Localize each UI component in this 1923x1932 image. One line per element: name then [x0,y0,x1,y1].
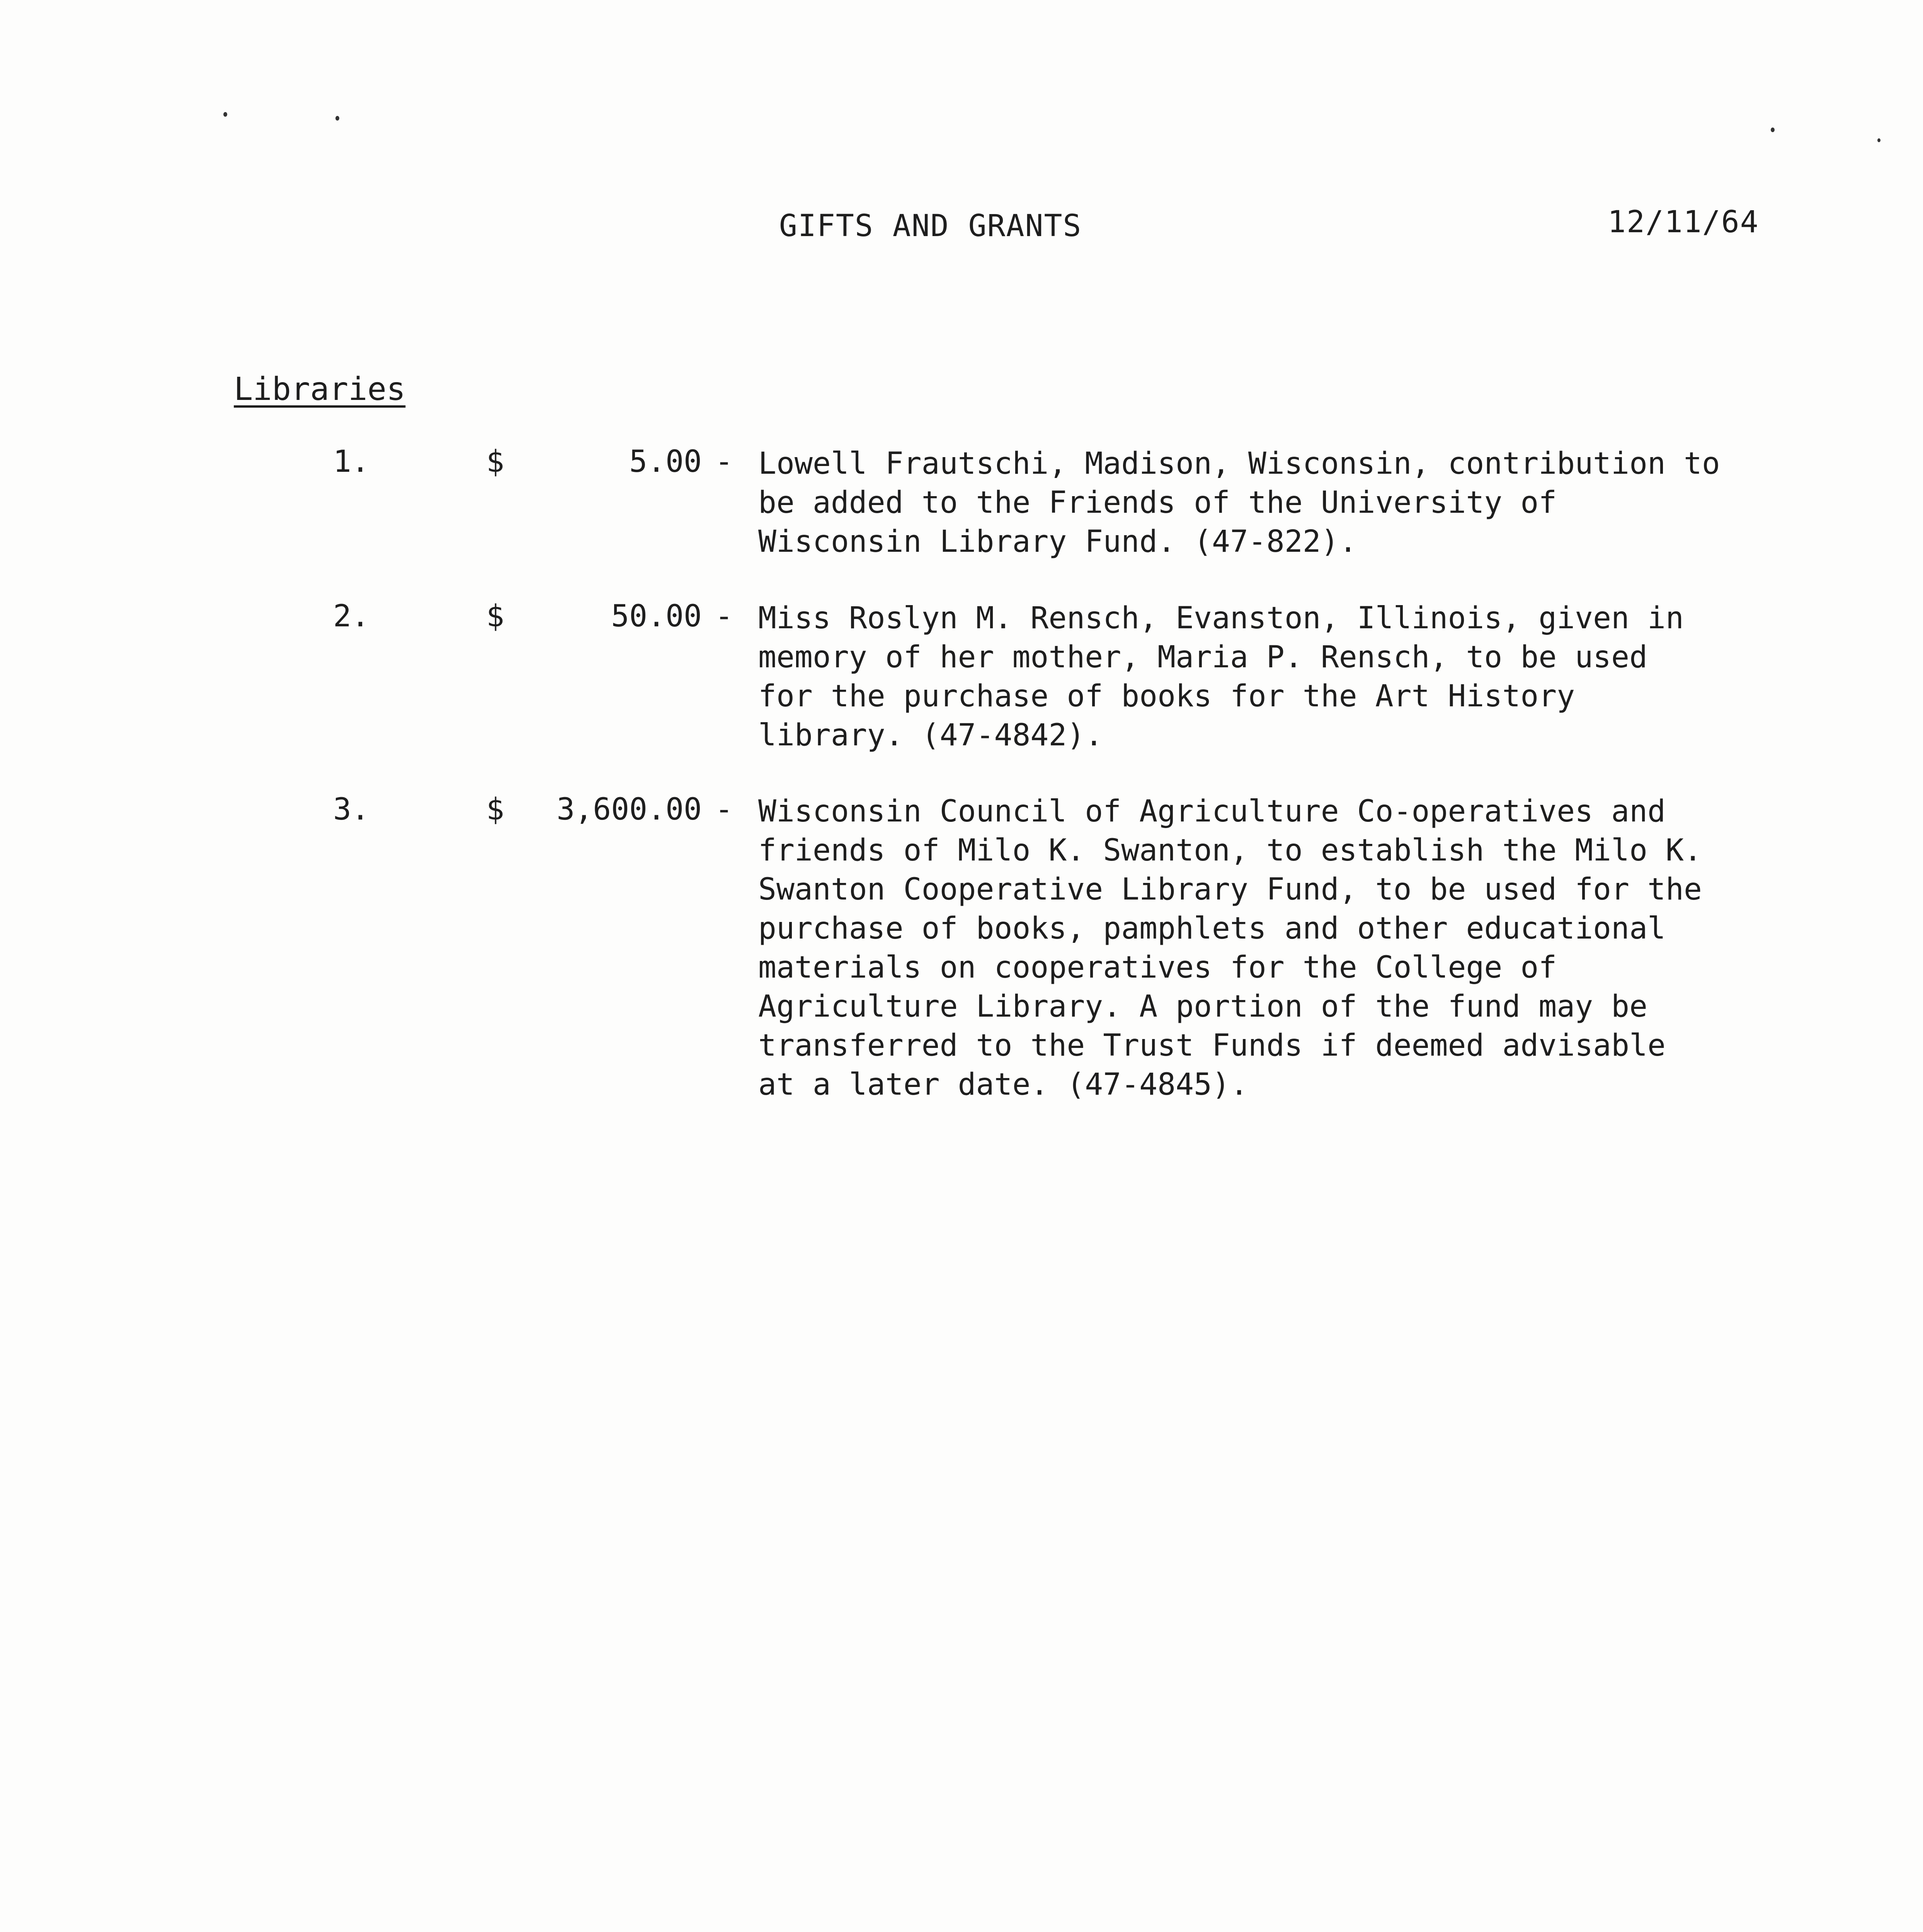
gift-amount: 3,600.00 [556,792,702,827]
entry-number: 3. [333,792,369,827]
description-line: transferred to the Trust Funds if deemed advisable [758,1028,1666,1063]
entry-separator: - [715,444,733,479]
entry-number: 2. [333,599,369,634]
gift-description [758,599,1802,755]
scan-speck [335,116,339,121]
description-line: memory of her mother, Maria P. Rensch, to be used [758,640,1648,675]
description-line: at a later date. (47-4845). [758,1067,1248,1102]
entry-separator: - [715,792,733,827]
scan-speck [1877,138,1880,142]
document-title: GIFTS AND GRANTS [779,209,1082,243]
gift-description [758,792,1802,1104]
currency-symbol: $ [486,792,504,827]
scan-speck [223,112,227,117]
description-line: Swanton Cooperative Library Fund, to be used for the [758,872,1702,907]
scan-speck [1771,128,1775,132]
description-line: purchase of books, pamphlets and other educational [758,911,1666,946]
description-line: Wisconsin Council of Agriculture Co-operatives and [758,794,1666,829]
entry-separator: - [715,599,733,634]
entry-number: 1. [333,444,369,479]
description-line: friends of Milo K. Swanton, to establish the Milo K. [758,833,1702,868]
gift-description [758,444,1802,561]
description-line: Lowell Frautschi, Madison, Wisconsin, contribution to [758,446,1720,481]
description-line: Agriculture Library. A portion of the fund may be [758,989,1648,1024]
gift-amount: 5.00 [629,444,702,479]
gift-amount: 50.00 [611,599,702,634]
description-line: for the purchase of books for the Art History [758,679,1575,714]
currency-symbol: $ [486,444,504,479]
description-line: materials on cooperatives for the College of [758,950,1557,985]
document-date: 12/11/64 [1608,205,1759,240]
description-line: Wisconsin Library Fund. (47-822). [758,524,1357,559]
description-line: library. (47-4842). [758,718,1103,753]
currency-symbol: $ [486,599,504,634]
description-line: Miss Roslyn M. Rensch, Evanston, Illinois, given in [758,601,1684,636]
section-heading: Libraries [234,371,406,408]
description-line: be added to the Friends of the University of [758,485,1557,520]
